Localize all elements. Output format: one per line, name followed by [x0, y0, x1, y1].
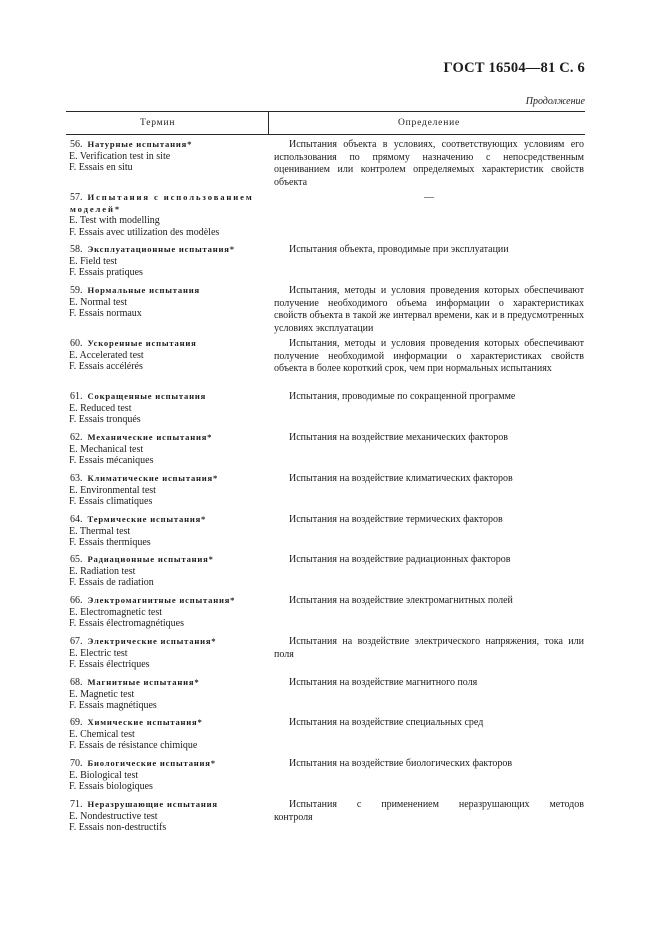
page-title: ГОСТ 16504—81 С. 6 — [443, 60, 585, 76]
table-row-term — [66, 473, 264, 508]
term-name: Химические испытания* — [87, 717, 203, 727]
table-row-term — [66, 244, 264, 279]
term-english: E. Nondestructive test — [69, 810, 158, 822]
term-french: F. Essais électromagnétiques — [69, 618, 185, 630]
table-row-term — [66, 192, 264, 238]
term-number: 56. — [70, 139, 83, 150]
table-row-term — [66, 758, 264, 793]
term-name: Ускоренные испытания — [87, 338, 197, 348]
term-english: E. Thermal test — [69, 525, 131, 537]
continuation-label: Продолжение — [525, 96, 585, 107]
table-row-term — [66, 717, 264, 752]
term-french: F. Essais en situ — [69, 162, 133, 174]
term-number: 64. — [70, 514, 83, 525]
term-english: E. Environmental test — [69, 484, 156, 496]
term-definition: Испытания с применением неразрушающих методов контроля — [274, 799, 584, 823]
term-french: F. Essais magnétiques — [69, 700, 157, 712]
term-name: Электромагнитные испытания* — [87, 595, 236, 605]
term-french: F. Essais climatiques — [69, 496, 153, 508]
term-definition: Испытания на воздействие магнитного поля — [289, 677, 478, 688]
term-definition: Испытания на воздействие электромагнитных полей — [289, 595, 513, 606]
table-row-term — [66, 595, 264, 630]
term-definition: Испытания на воздействие механических факторов — [289, 432, 508, 443]
term-number: 70. — [70, 758, 83, 769]
term-english: E. Chemical test — [69, 728, 135, 740]
term-number: 59. — [70, 285, 83, 296]
table-row-term — [66, 285, 264, 320]
table-row-term — [66, 799, 264, 834]
table-row-term — [66, 391, 264, 426]
term-english: E. Test with modelling — [69, 215, 160, 227]
term-number: 67. — [70, 636, 83, 647]
term-french: F. Essais thermiques — [69, 537, 151, 549]
term-name: Электрические испытания* — [87, 636, 217, 646]
term-number: 62. — [70, 432, 83, 443]
term-name: Эксплуатационные испытания* — [87, 244, 235, 254]
term-french: F. Essais de radiation — [69, 577, 154, 589]
term-definition: Испытания на воздействие термических факторов — [289, 514, 503, 525]
term-name: Радиационные испытания* — [87, 554, 214, 564]
term-definition: Испытания объекта в условиях, соответствующих условиям его использования по прямому назначению с непосредственным оцениванием или контролем определяемых характеристик свойств объекта — [274, 139, 584, 188]
term-number: 71. — [70, 799, 83, 810]
header-terms: Термин — [140, 118, 176, 128]
term-number: 61. — [70, 391, 83, 402]
term-english: E. Reduced test — [69, 402, 132, 414]
table-row-term — [66, 338, 264, 373]
term-name: Неразрушающие испытания — [87, 799, 218, 809]
term-french: F. Essais tronqués — [69, 414, 141, 426]
term-definition: Испытания, методы и условия проведения которых обеспечивают получение необходимого объема информации о характеристиках свойств объекта в такой же интервал времени, как и в предусмотренных условиях эксплуатации — [274, 285, 584, 334]
table-row-term — [66, 636, 264, 671]
term-number: 57. — [70, 192, 83, 203]
header-definition: Определение — [398, 118, 460, 128]
term-english: E. Normal test — [69, 296, 128, 308]
term-french: F. Essais avec utilization des modèles — [69, 226, 220, 238]
table-top-rule — [66, 111, 585, 112]
term-french: F. Essais électriques — [69, 659, 150, 671]
term-english: E. Field test — [69, 255, 118, 267]
table-header-rule — [66, 134, 585, 135]
term-english: E. Biological test — [69, 769, 139, 781]
table-row-term — [66, 139, 264, 174]
table-row-term — [66, 432, 264, 467]
term-number: 65. — [70, 554, 83, 565]
term-number: 69. — [70, 717, 83, 728]
term-name: Механические испытания* — [87, 432, 213, 442]
term-number: 58. — [70, 244, 83, 255]
term-name: Климатические испытания* — [87, 473, 219, 483]
term-definition: Испытания на воздействие климатических факторов — [289, 473, 513, 484]
term-definition: Испытания, проводимые по сокращенной программе — [289, 391, 516, 402]
table-row-term — [66, 554, 264, 589]
term-name: Натурные испытания* — [87, 139, 193, 149]
term-french: F. Essais de résistance chimique — [69, 740, 198, 752]
term-name: Сокращенные испытания — [87, 391, 207, 401]
table-row-term — [66, 677, 264, 712]
term-definition: Испытания, методы и условия проведения которых обеспечивают получение необходимой информации о характеристиках свойств объекта в более короткий срок, чем при нормальных испытаниях — [274, 338, 584, 375]
term-name: Магнитные испытания* — [87, 677, 200, 687]
term-number: 66. — [70, 595, 83, 606]
term-french: F. Essais biologiques — [69, 781, 153, 793]
term-definition: Испытания на воздействие электрического напряжения, тока или поля — [274, 636, 584, 660]
term-number: 60. — [70, 338, 83, 349]
column-separator — [268, 111, 269, 134]
term-definition: Испытания на воздействие специальных сред — [289, 717, 484, 728]
term-english: E. Electromagnetic test — [69, 606, 163, 618]
term-english: E. Mechanical test — [69, 443, 144, 455]
term-name: Испытания с использованием моделей* — [70, 192, 254, 214]
term-french: F. Essais mécaniques — [69, 455, 154, 467]
term-french: F. Essais normaux — [69, 308, 142, 320]
term-french: F. Essais non-destructifs — [69, 822, 167, 834]
term-english: E. Radiation test — [69, 565, 136, 577]
term-number: 68. — [70, 677, 83, 688]
term-french: F. Essais pratiques — [69, 267, 143, 279]
term-definition: — — [424, 192, 434, 203]
term-definition: Испытания на воздействие биологических факторов — [289, 758, 513, 769]
term-french: F. Essais accélérés — [69, 361, 143, 373]
term-name: Нормальные испытания — [87, 285, 200, 295]
term-definition: Испытания объекта, проводимые при эксплуатации — [289, 244, 509, 255]
term-english: E. Magnetic test — [69, 688, 135, 700]
table-row-term — [66, 514, 264, 549]
term-english: E. Verification test in site — [69, 150, 171, 162]
term-english: E. Electric test — [69, 647, 128, 659]
term-name: Биологические испытания* — [87, 758, 216, 768]
term-number: 63. — [70, 473, 83, 484]
term-name: Термические испытания* — [87, 514, 207, 524]
term-definition: Испытания на воздействие радиационных факторов — [289, 554, 511, 565]
term-english: E. Accelerated test — [69, 349, 144, 361]
